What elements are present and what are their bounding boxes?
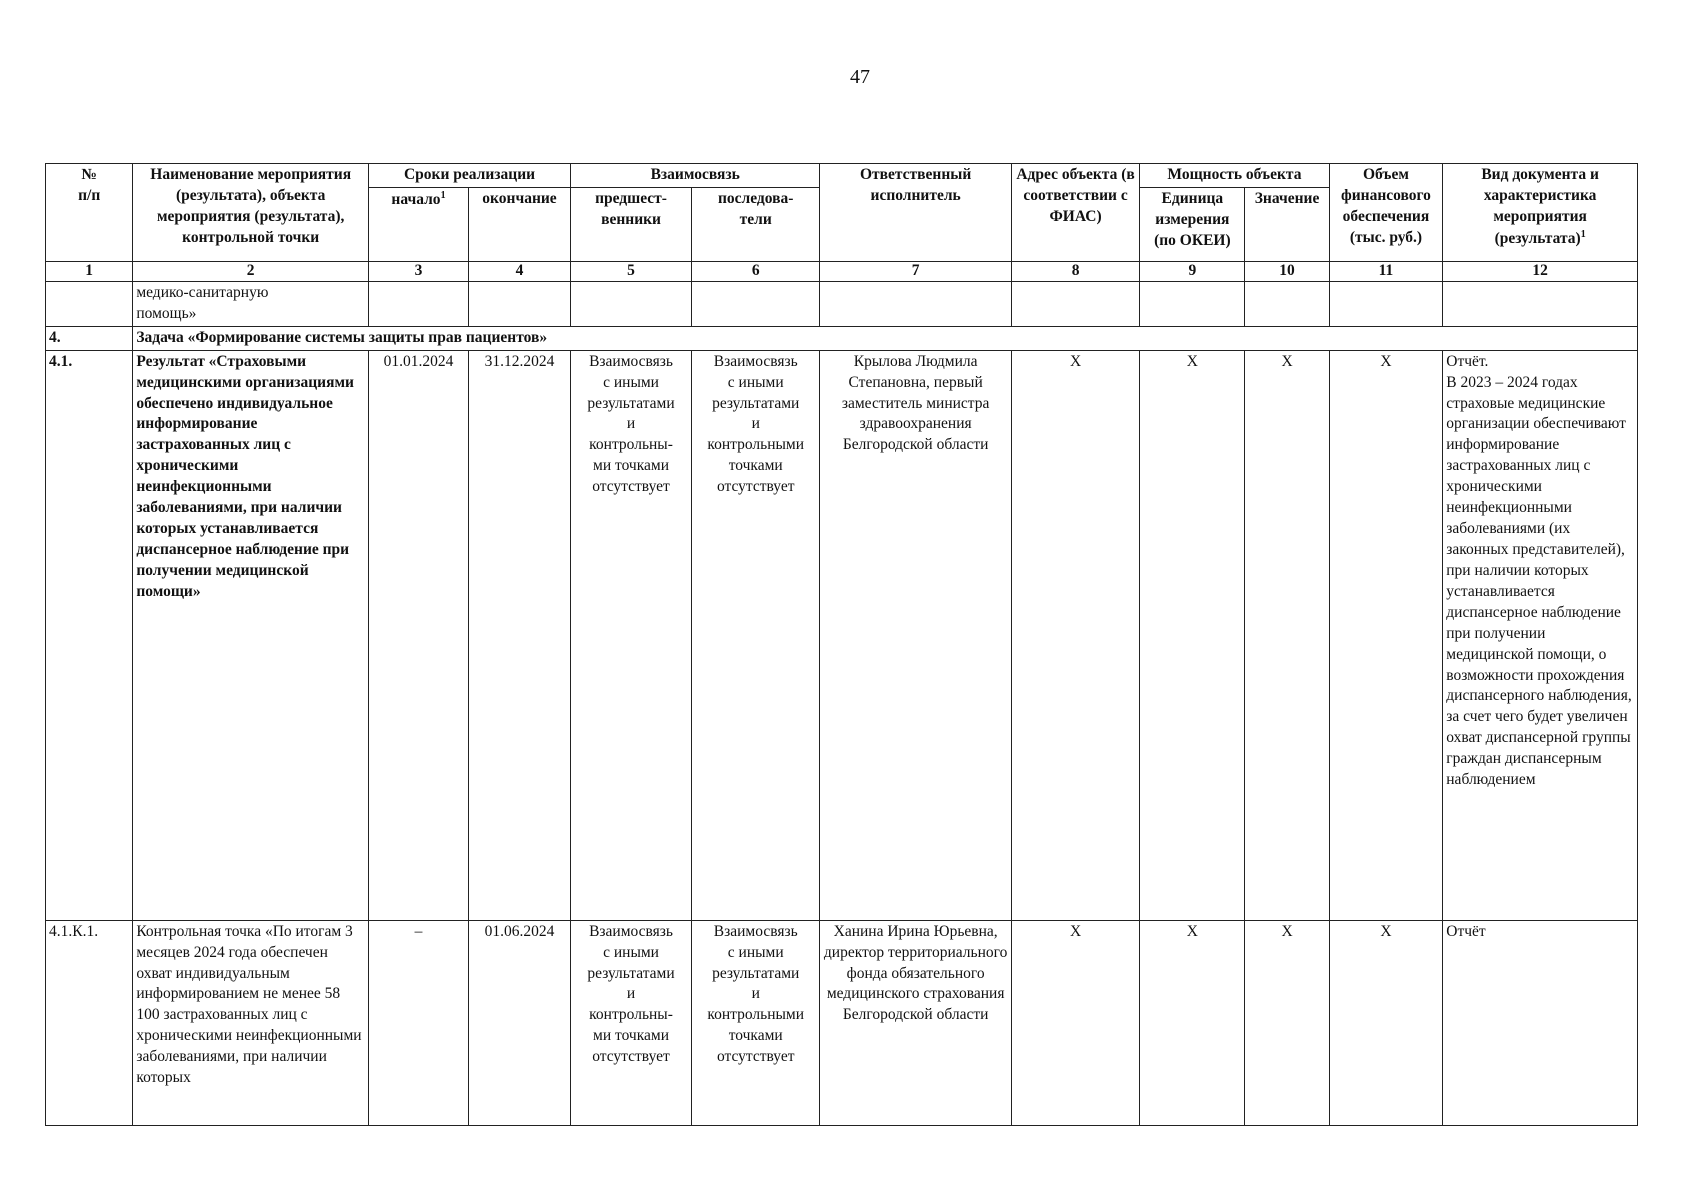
cell-result-start: 01.01.2024 (369, 350, 469, 920)
cell-result-end: 31.12.2024 (468, 350, 570, 920)
column-number: 10 (1245, 261, 1329, 281)
cell-checkpoint-predecessors: Взаимосвязь с иными результатами и контрольны- ми точками отсутствует (571, 920, 692, 1125)
header-start-footnote: 1 (440, 189, 446, 201)
column-number: 12 (1443, 261, 1638, 281)
header-address: Адрес объекта (в соответствии с ФИАС) (1011, 164, 1139, 262)
cell-result-funding: Х (1329, 350, 1443, 920)
cell-result-address: Х (1011, 350, 1139, 920)
table-row-continued (46, 281, 1638, 326)
cell-checkpoint-funding: Х (1329, 920, 1443, 1125)
cell-result-unit: Х (1140, 350, 1245, 920)
header-start-text: начало (391, 191, 441, 209)
column-number: 3 (369, 261, 469, 281)
plan-table (45, 163, 1638, 1126)
header-relation: Взаимосвязь (571, 164, 820, 188)
column-number: 2 (133, 261, 369, 281)
cell-checkpoint-unit: Х (1140, 920, 1245, 1125)
cell-checkpoint-end: 01.06.2024 (468, 920, 570, 1125)
page-number: 47 (850, 66, 870, 88)
cell-checkpoint-name: Контрольная точка «По итогам 3 месяцев 2024 года обеспечен охват индивидуальным информированием не менее 58 100 застрахованных лиц с хроническими неинфекционными заболеваниями, при наличии которых (133, 920, 369, 1125)
column-number: 4 (468, 261, 570, 281)
header-num: № п/п (46, 164, 133, 262)
header-end: окончание (468, 187, 570, 261)
cell-result-successors: Взаимосвязь с иными результатами и контрольными точками отсутствует (692, 350, 820, 920)
table-row-result (46, 350, 1638, 920)
cell-checkpoint-successors: Взаимосвязь с иными результатами и контрольными точками отсутствует (692, 920, 820, 1125)
cell-name-continued: медико-санитарную помощь» (133, 281, 369, 326)
cell-checkpoint-address: Х (1011, 920, 1139, 1125)
cell-checkpoint-doc: Отчёт (1443, 920, 1638, 1125)
header-predecessors: предшест- венники (571, 187, 692, 261)
header-funding: Объем финансового обеспечения (тыс. руб.) (1329, 164, 1443, 262)
column-number: 5 (571, 261, 692, 281)
cell-result-responsible: Крылова Людмила Степановна, первый заместитель министра здравоохранения Белгородской области (820, 350, 1012, 920)
header-doc-type-footnote: 1 (1580, 228, 1586, 240)
cell-result-value: Х (1245, 350, 1329, 920)
cell-checkpoint-start: – (369, 920, 469, 1125)
cell-task-title: Задача «Формирование системы защиты прав пациентов» (133, 326, 1638, 350)
cell-result-doc: Отчёт. В 2023 – 2024 годах страховые медицинские организации обеспечивают информирование застрахованных лиц с хроническими неинфекционными заболеваниями (их законных представителей), при наличии которых устанавливается диспансерное наблюдение при получении медицинской помощи, о возможности прохождения диспансерного наблюдения, за счет чего будет увеличен охват диспансерной группы граждан диспансерным наблюдением (1443, 350, 1638, 920)
column-number: 7 (820, 261, 1012, 281)
column-number: 1 (46, 261, 133, 281)
column-number: 6 (692, 261, 820, 281)
header-doc-type-text: Вид документа и характеристика мероприятия (результата) (1481, 166, 1599, 247)
header-row-1 (46, 164, 1638, 188)
column-number: 11 (1329, 261, 1443, 281)
cell-checkpoint-num: 4.1.К.1. (46, 920, 133, 1125)
header-capacity: Мощность объекта (1140, 164, 1329, 188)
cell-checkpoint-value: Х (1245, 920, 1329, 1125)
header-unit: Единица измерения (по ОКЕИ) (1140, 187, 1245, 261)
header-value: Значение (1245, 187, 1329, 261)
table-row-task (46, 326, 1638, 350)
cell-result-predecessors: Взаимосвязь с иными результатами и контрольны- ми точками отсутствует (571, 350, 692, 920)
cell-checkpoint-responsible: Ханина Ирина Юрьевна, директор территориального фонда обязательного медицинского страхования Белгородской области (820, 920, 1012, 1125)
column-number: 9 (1140, 261, 1245, 281)
header-doc-type (1443, 164, 1638, 262)
cell-result-num: 4.1. (46, 350, 133, 920)
column-number: 8 (1011, 261, 1139, 281)
header-responsible: Ответственный исполнитель (820, 164, 1012, 262)
cell-result-name: Результат «Страховыми медицинскими организациями обеспечено индивидуальное информирование застрахованных лиц с хроническими неинфекционными заболеваниями, при наличии которых устанавливается диспансерное наблюдение при получении медицинской помощи» (133, 350, 369, 920)
column-number-row (46, 261, 1638, 281)
header-name: Наименование мероприятия (результата), объекта мероприятия (результата), контрольной точки (133, 164, 369, 262)
table-row-checkpoint (46, 920, 1638, 1125)
header-start (369, 187, 469, 261)
header-terms: Сроки реализации (369, 164, 571, 188)
header-successors: последова- тели (692, 187, 820, 261)
cell-empty (46, 281, 133, 326)
cell-task-num: 4. (46, 326, 133, 350)
